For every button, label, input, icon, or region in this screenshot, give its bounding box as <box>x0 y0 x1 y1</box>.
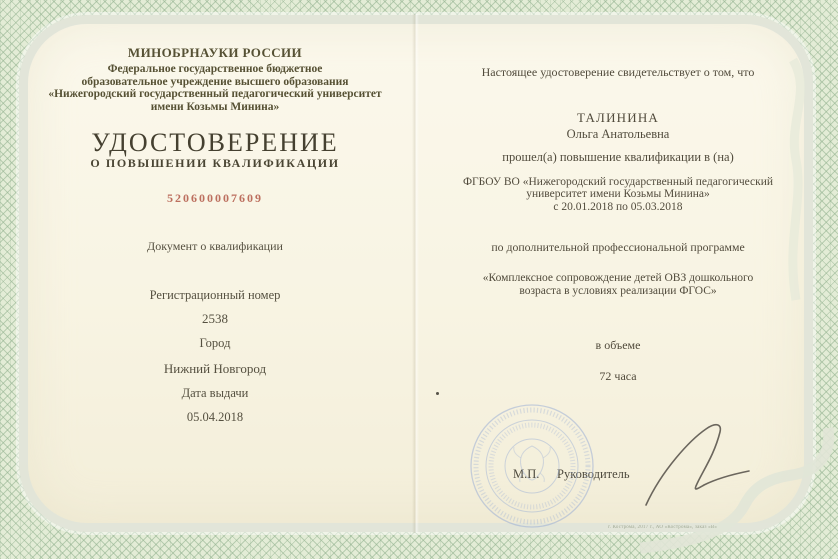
signer-title-label: Руководитель <box>557 467 630 481</box>
institution-name <box>30 63 400 113</box>
volume-hours: 72 часа <box>599 369 637 383</box>
ink-speck <box>436 392 439 395</box>
city-value: Нижний Новгород <box>163 361 267 376</box>
organization-line: ФГБОУ ВО «Нижегородский государственный педагогический <box>462 176 774 188</box>
issue-date-label: Дата выдачи <box>181 386 249 400</box>
organization-line: университет имени Козьмы Минина» <box>526 188 710 201</box>
program-title <box>442 272 794 298</box>
document-title: УДОСТОВЕРЕНИЕ <box>91 128 339 157</box>
institution-line: имени Козьмы Минина» <box>150 100 280 113</box>
holder-surname: ТАЛИНИНА <box>576 110 660 125</box>
program-title-line: возраста в условиях реализации ФГОС» <box>519 285 717 298</box>
program-intro-text: по дополнительной профессиональной программе <box>491 240 745 254</box>
program-title-line: «Комплексное сопровождение детей ОВЗ дошкольного <box>482 272 754 284</box>
certification-statement: Настоящее удостоверение свидетельствует о том, что <box>481 65 755 79</box>
registration-number-label: Регистрационный номер <box>149 288 281 302</box>
institution-line: «Нижегородский государственный педагогический университет <box>48 88 382 101</box>
registration-number-value: 2538 <box>202 311 228 326</box>
city-label: Город <box>199 336 231 350</box>
center-fold-line <box>412 14 419 533</box>
issue-date-value: 05.04.2018 <box>186 410 244 424</box>
volume-label: в объеме <box>595 338 641 352</box>
completed-training-text: прошел(а) повышение квалификации в (на) <box>502 150 734 164</box>
handwritten-signature <box>628 412 760 516</box>
document-type-label: Документ о квалификации <box>147 239 283 253</box>
ministry-name: МИНОБРНАУКИ РОССИИ <box>127 45 303 60</box>
institution-line: Федеральное государственное бюджетное <box>107 63 323 75</box>
training-period: с 20.01.2018 по 05.03.2018 <box>553 200 683 213</box>
holder-given-names: Ольга Анатольевна <box>566 127 670 141</box>
institution-line: образовательное учреждение высшего образования <box>81 75 349 88</box>
official-seal-stamp-icon <box>464 398 600 534</box>
seal-place-label: М.П. <box>513 467 540 481</box>
blank-serial-number: 520600007609 <box>167 191 263 205</box>
document-subtitle: О ПОВЫШЕНИИ КВАЛИФИКАЦИИ <box>90 156 340 170</box>
training-organization <box>442 176 794 213</box>
printer-microprint: г. Кострома, 2017 г., АО «Кострома», заказ «В» <box>608 525 718 530</box>
